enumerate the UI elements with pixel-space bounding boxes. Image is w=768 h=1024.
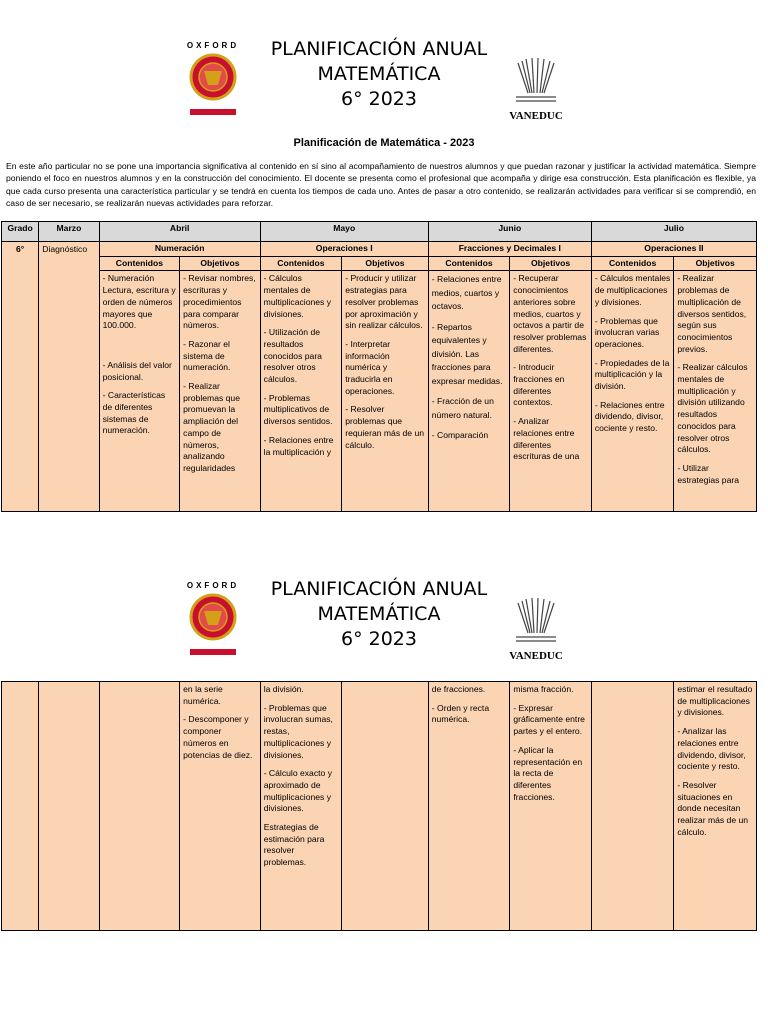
col-junio: Junio	[428, 222, 591, 242]
list-item: Estrategias de estimación para resolver problemas.	[263, 822, 325, 868]
list-item: - Cálculo exacto y aproximado de multiplicaciones y divisiones.	[263, 768, 332, 814]
list-item: - Introducir fracciones en diferentes contextos.	[513, 362, 565, 408]
julio-contenidos	[591, 682, 674, 931]
oxford-school-logo	[178, 39, 248, 121]
list-item: - Propiedades de la multiplicación y la división.	[594, 357, 670, 392]
list-item: - Resolver problemas que requieran más de un cálculo.	[345, 404, 425, 450]
abril-objetivos	[180, 682, 261, 931]
topic-junio: Fracciones y Decimales I	[428, 242, 591, 257]
planning-table-continued	[1, 681, 757, 931]
list-item: - Producir y utilizar estrategias para resolver problemas por aproximación y sin realizar cálculos.	[345, 273, 423, 331]
list-item: - Realizar cálculos mentales de multiplicación y división utilizando resultados conocidos para resolver otros cálculos.	[677, 362, 748, 455]
col-grado: Grado	[2, 222, 39, 242]
list-item: - Cálculos mentales de multiplicaciones y divisiones.	[263, 273, 332, 319]
junio-objetivos	[510, 682, 592, 931]
title-line-3: 6° 2023	[341, 628, 417, 650]
list-item: - Razonar el sistema de numeración.	[183, 338, 231, 373]
mayo-contenidos	[260, 682, 342, 931]
title-line-1: PLANIFICACIÓN ANUAL	[270, 578, 488, 600]
svg-text:OXFORD: OXFORD	[186, 581, 240, 590]
sub-contenidos: Contenidos	[591, 256, 674, 271]
page-title	[256, 37, 502, 112]
planning-table	[1, 221, 757, 512]
list-item: - Análisis del valor posicional.	[102, 359, 172, 382]
vaneduc-logo	[508, 53, 564, 125]
list-item: estimar el resultado de multiplicaciones y divisiones.	[677, 684, 753, 718]
list-item: - Resolver situaciones en donde necesitan realizar más de un cálculo.	[677, 779, 749, 837]
junio-objetivos	[510, 271, 592, 512]
list-item: - Realizar problemas de multiplicación de diversos sentidos, según sus conocimientos previos.	[677, 273, 747, 354]
list-item: misma fracción.	[513, 684, 574, 694]
list-item: - Cálculos mentales de multiplicaciones y divisiones.	[594, 273, 671, 307]
list-item: - Relaciones entre dividendo, divisor, cociente y resto.	[594, 399, 665, 434]
list-item: - Utilizar estrategias para	[677, 462, 739, 485]
list-item: - Relaciones entre medios, cuartos y octavos.	[431, 274, 502, 312]
topic-mayo: Operaciones I	[260, 242, 428, 257]
sub-objetivos: Objetivos	[674, 256, 757, 271]
list-item: - Analizar relaciones entre diferentes escrituras de una	[513, 416, 580, 462]
sub-contenidos: Contenidos	[260, 256, 342, 271]
list-item: - Fracción de un número natural.	[431, 396, 494, 420]
list-item: - Problemas que involucran sumas, restas, multiplicaciones y divisiones.	[263, 702, 333, 760]
julio-contenidos	[591, 271, 674, 512]
sub-contenidos: Contenidos	[99, 256, 180, 271]
list-item: - Comparación	[431, 430, 489, 441]
topic-julio: Operaciones II	[591, 242, 756, 257]
list-item: - Orden y recta numérica.	[431, 702, 490, 725]
list-item: - Recuperar conocimientos anteriores sobre medios, cuartos y octavos a partir de resolver problemas diferentes.	[513, 273, 587, 354]
marzo-cell: Diagnóstico	[39, 242, 99, 512]
list-item: la división.	[263, 684, 304, 694]
sub-objetivos: Objetivos	[342, 256, 429, 271]
list-item: - Descomponer y componer números en potencias de diez.	[183, 714, 253, 760]
list-item: - Numeración Lectura, escritura y orden de números mayores que 100.000.	[102, 273, 176, 331]
list-item: - Utilización de resultados conocidos para resolver otros cálculos.	[263, 327, 322, 385]
col-marzo: Marzo	[39, 222, 99, 242]
title-line-2: MATEMÁTICA	[317, 603, 441, 625]
junio-contenidos	[428, 682, 510, 931]
vaneduc-logo	[508, 593, 564, 665]
document-subtitle: Planificación de Matemática - 2023	[293, 137, 475, 149]
julio-objetivos	[674, 682, 757, 931]
marzo-cell	[39, 682, 99, 931]
page-header-2	[0, 577, 768, 677]
junio-contenidos	[428, 271, 510, 512]
mayo-contenidos	[260, 271, 342, 512]
svg-text:VANEDUC: VANEDUC	[509, 110, 563, 122]
page-header	[0, 37, 768, 137]
julio-objetivos	[674, 271, 757, 512]
col-abril: Abril	[99, 222, 260, 242]
topic-abril: Numeración	[99, 242, 260, 257]
abril-contenidos	[99, 271, 180, 512]
title-line-3: 6° 2023	[341, 88, 417, 110]
col-julio: Julio	[591, 222, 756, 242]
list-item: - Características de diferentes sistemas de numeración.	[102, 390, 166, 436]
list-item: - Aplicar la representación en la recta de diferentes fracciones.	[513, 744, 583, 802]
intro-paragraph: En este año particular no se pone una importancia significativa al contenido en sí sino al acompañamiento de nuestros alumnos y que puedan razonar y justificar la actividad matemática. Siempre poniendo el foco en nuestros alumnos y en la construcción del conocimiento. El docente se presenta como el profesional que acompaña y dirige esa construcción. Esta planificación es flexible, ya que cada curso presenta una característica particular y se tendrá en cuenta los tiempos de cada uno. Antes de pasar a otro contenido, se realizarán actividades para verificar si se comprendió, en caso de ser necesario, se realizarán nuevas actividades para reforzar.	[6, 161, 756, 209]
title-line-1: PLANIFICACIÓN ANUAL	[270, 38, 488, 60]
list-item: de fracciones.	[431, 684, 486, 694]
oxford-school-logo	[178, 579, 248, 661]
grade-cell: 6°	[2, 242, 39, 512]
mayo-objetivos	[342, 271, 429, 512]
svg-text:VANEDUC: VANEDUC	[509, 650, 563, 662]
grade-cell	[2, 682, 39, 931]
list-item: - Problemas que involucran varias operaciones.	[594, 315, 660, 349]
sub-contenidos: Contenidos	[428, 256, 510, 271]
list-item: - Expresar gráficamente entre partes y el entero.	[513, 702, 585, 737]
mayo-objetivos	[342, 682, 429, 931]
page-title	[256, 577, 502, 652]
list-item: en la serie numérica.	[183, 684, 223, 706]
list-item: - Analizar las relaciones entre dividendo, divisor, cociente y resto.	[677, 726, 746, 772]
list-item: - Problemas multiplicativos de diversos sentidos.	[263, 392, 333, 427]
sub-objetivos: Objetivos	[180, 256, 261, 271]
abril-objetivos	[180, 271, 261, 512]
list-item: - Revisar nombres, escrituras y procedimientos para comparar números.	[183, 273, 256, 331]
title-line-2: MATEMÁTICA	[317, 63, 441, 85]
col-mayo: Mayo	[260, 222, 428, 242]
list-item: - Relaciones entre la multiplicación y	[263, 434, 334, 457]
list-item: - Interpretar información numérica y traducirla en operaciones.	[345, 338, 395, 396]
sub-objetivos: Objetivos	[510, 256, 592, 271]
abril-contenidos	[99, 682, 180, 931]
list-item: - Repartos equivalentes y división. Las fracciones para expresar medidas.	[431, 321, 503, 386]
list-item: - Realizar problemas que promuevan la ampliación del campo de números, analizando regularidades	[183, 381, 240, 473]
svg-text:OXFORD: OXFORD	[186, 41, 240, 50]
